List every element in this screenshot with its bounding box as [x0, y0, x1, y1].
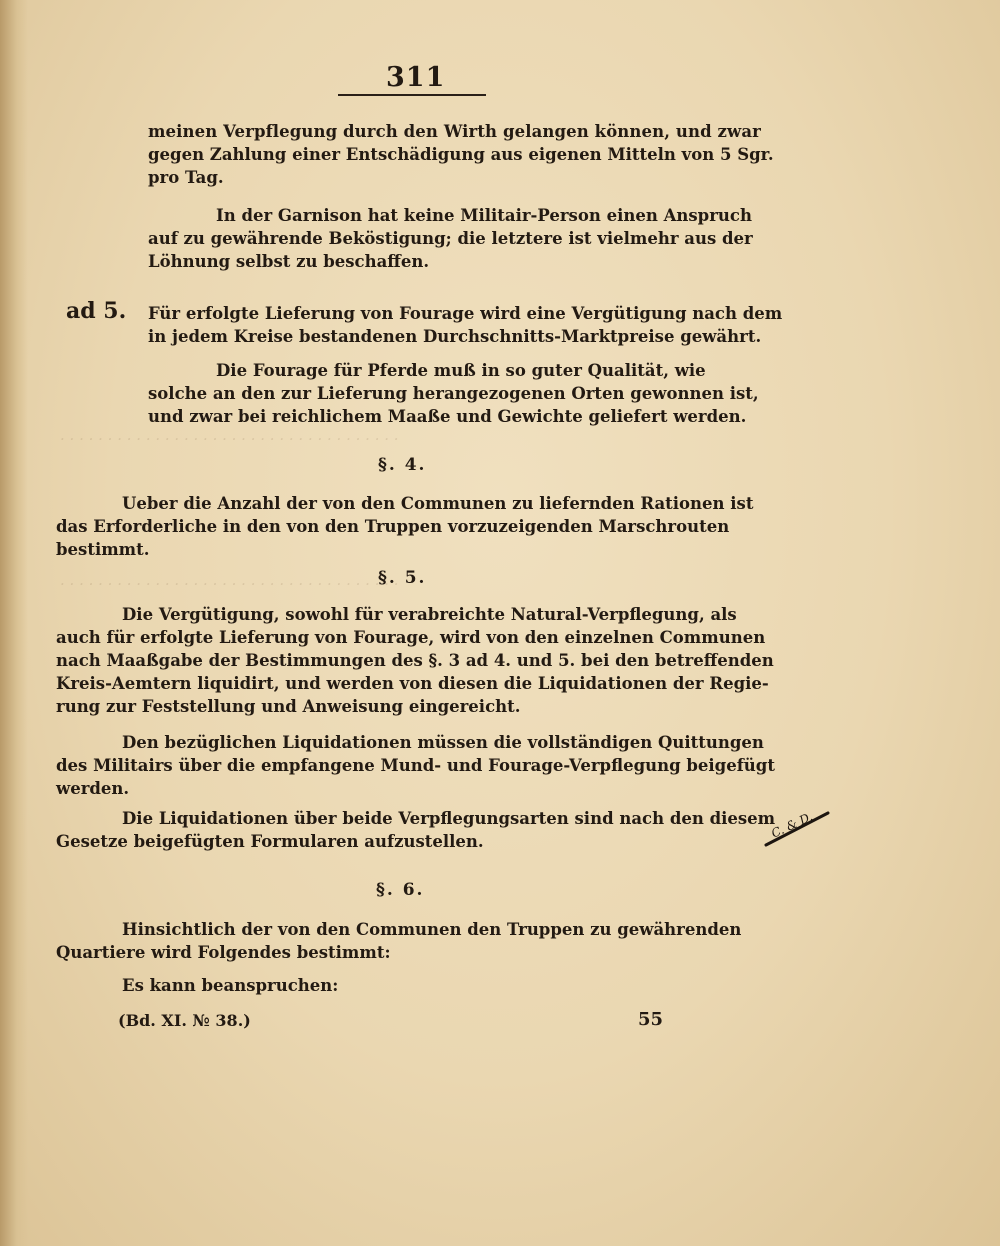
- text-line: rung zur Feststellung und Anweisung eingereicht.: [56, 697, 521, 716]
- text-line: Die Vergütigung, sowohl für verabreichte Natural-Verpflegung, als: [122, 605, 737, 624]
- page-edge-shadow: [0, 0, 28, 1246]
- text-line: Kreis-Aemtern liquidirt, und werden von diesen die Liquidationen der Regie-: [56, 674, 769, 693]
- header-rule: [338, 94, 486, 96]
- text-line: des Militairs über die empfangene Mund- und Fourage-Verpflegung beigefügt: [56, 756, 775, 775]
- section-heading-4: §. 4.: [378, 455, 427, 475]
- bleed-through-text: · · · · · · · · · · · · · · · · · · · · · · · · · · · · · · · · · · · ·: [60, 575, 399, 593]
- text-line: bestimmt.: [56, 540, 150, 559]
- text-line: das Erforderliche in den von den Truppen vorzuzeigenden Marschrouten: [56, 517, 730, 536]
- text-line: auch für erfolgte Lieferung von Fourage, wird von den einzelnen Communen: [56, 628, 766, 647]
- text-line: In der Garnison hat keine Militair-Person einen Anspruch: [216, 206, 752, 225]
- text-line: Löhnung selbst zu beschaffen.: [148, 252, 430, 271]
- text-line: auf zu gewährende Beköstigung; die letztere ist vielmehr aus der: [148, 229, 753, 248]
- section-heading-6: §. 6.: [376, 880, 425, 900]
- text-line: Die Fourage für Pferde muß in so guter Qualität, wie: [216, 361, 706, 380]
- text-line: Quartiere wird Folgendes bestimmt:: [56, 943, 391, 962]
- footer-volume-reference: (Bd. XI. № 38.): [118, 1011, 251, 1030]
- text-line: werden.: [56, 779, 130, 798]
- text-line: Es kann beanspruchen:: [122, 976, 339, 995]
- text-line: pro Tag.: [148, 168, 224, 187]
- text-line: in jedem Kreise bestandenen Durchschnitts-Marktpreise gewährt.: [148, 327, 762, 346]
- text-line: Die Liquidationen über beide Verpflegungsarten sind nach den diesem: [122, 809, 776, 828]
- ad-5-marker: ad 5.: [66, 298, 127, 324]
- footer-signature-number: 55: [638, 1009, 664, 1030]
- text-line: meinen Verpflegung durch den Wirth gelangen können, und zwar: [148, 122, 761, 141]
- text-line: nach Maaßgabe der Bestimmungen des §. 3 ad 4. und 5. bei den betreffenden: [56, 651, 774, 670]
- text-line: Den bezüglichen Liquidationen müssen die vollständigen Quittungen: [122, 733, 764, 752]
- handwritten-margin-note: [762, 805, 832, 850]
- text-line: Hinsichtlich der von den Communen den Truppen zu gewährenden: [122, 920, 742, 939]
- text-line: und zwar bei reichlichem Maaße und Gewichte geliefert werden.: [148, 407, 747, 426]
- margin-note-text: C. & D.: [769, 809, 815, 841]
- page-number: 311: [386, 62, 446, 93]
- text-line: solche an den zur Lieferung herangezogenen Orten gewonnen ist,: [148, 384, 759, 403]
- text-line: Gesetze beigefügten Formularen aufzustellen.: [56, 832, 484, 851]
- text-line: Für erfolgte Lieferung von Fourage wird eine Vergütigung nach dem: [148, 304, 783, 323]
- text-line: Ueber die Anzahl der von den Communen zu liefernden Rationen ist: [122, 494, 754, 513]
- text-line: gegen Zahlung einer Entschädigung aus eigenen Mitteln von 5 Sgr.: [148, 145, 774, 164]
- bleed-through-text: · · · · · · · · · · · · · · · · · · · · · · · · · · · · · · · · · · · ·: [60, 430, 399, 448]
- section-heading-5: §. 5.: [378, 568, 427, 588]
